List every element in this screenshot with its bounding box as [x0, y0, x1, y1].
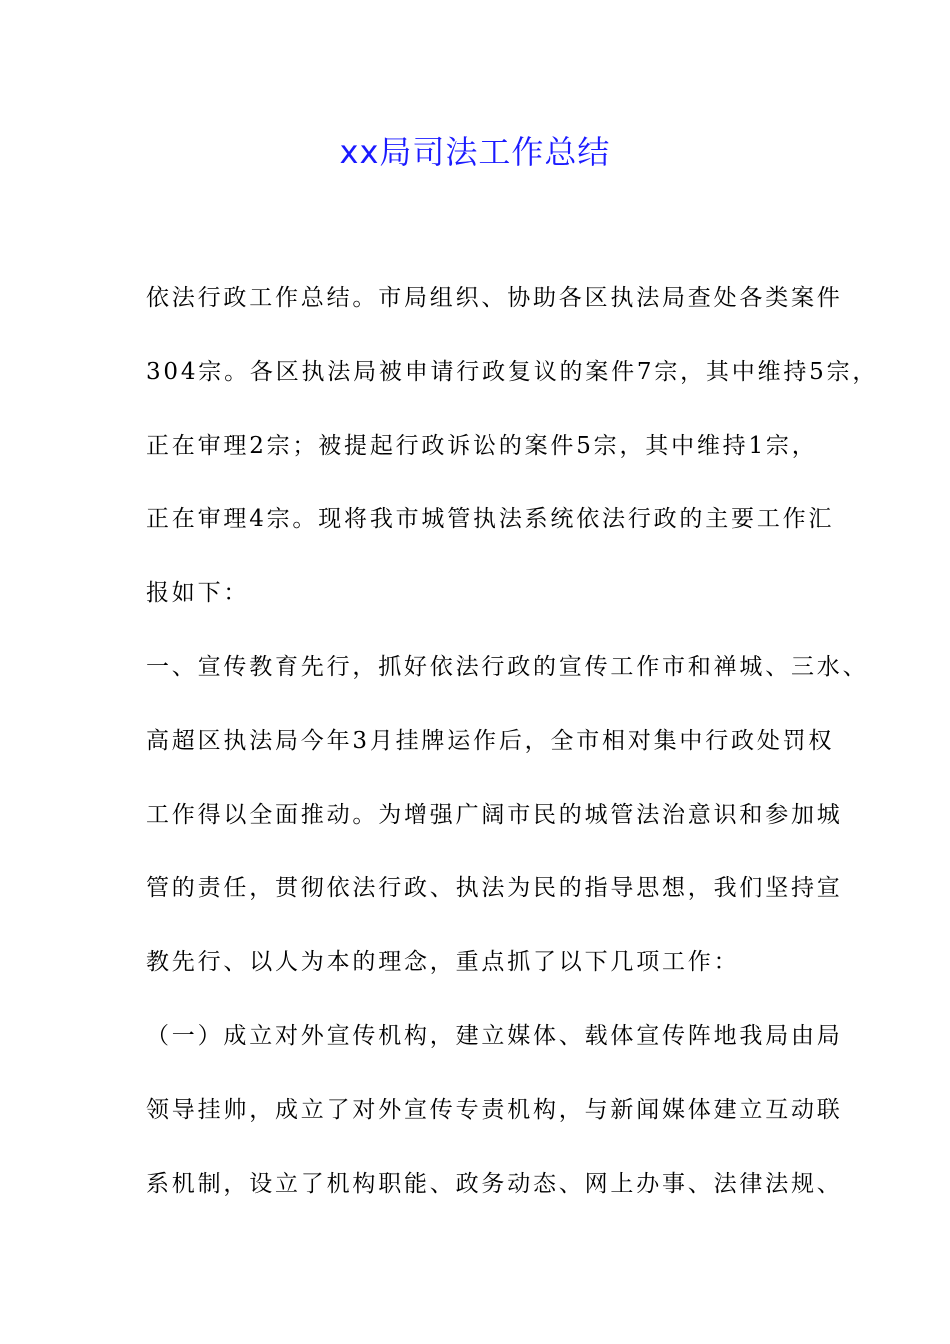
body-line: 正在审理2宗；被提起行政诉讼的案件5宗，其中维持1宗， [146, 432, 818, 459]
body-line: 高超区执法局今年3月挂牌运作后，全市相对集中行政处罚权 [146, 727, 835, 754]
body-line: 教先行、以人为本的理念，重点抓了以下几项工作： [146, 949, 740, 976]
body-line: 领导挂帅，成立了对外宣传专责机构，与新闻媒体建立互动联 [146, 1096, 843, 1123]
document-body [146, 262, 879, 1221]
body-line: 报如下： [146, 580, 250, 607]
document-title: xx局司法工作总结 [339, 133, 611, 171]
body-line: 管的责任，贯彻依法行政、执法为民的指导思想，我们坚持宣 [146, 875, 843, 902]
body-line: 304宗。各区执法局被申请行政复议的案件7宗，其中维持5宗， [146, 358, 879, 385]
body-line: 系机制，设立了机构职能、政务动态、网上办事、法律法规、 [146, 1170, 843, 1197]
body-line: （一）成立对外宣传机构，建立媒体、载体宣传阵地我局由局 [146, 1022, 843, 1049]
body-line: 正在审理4宗。现将我市城管执法系统依法行政的主要工作汇 [146, 506, 835, 533]
body-line: 一、宣传教育先行，抓好依法行政的宣传工作市和禅城、三水、 [146, 653, 869, 680]
body-line: 依法行政工作总结。市局组织、协助各区执法局查处各类案件 [146, 285, 843, 311]
body-line: 工作得以全面推动。为增强广阔市民的城管法治意识和参加城 [146, 801, 843, 828]
